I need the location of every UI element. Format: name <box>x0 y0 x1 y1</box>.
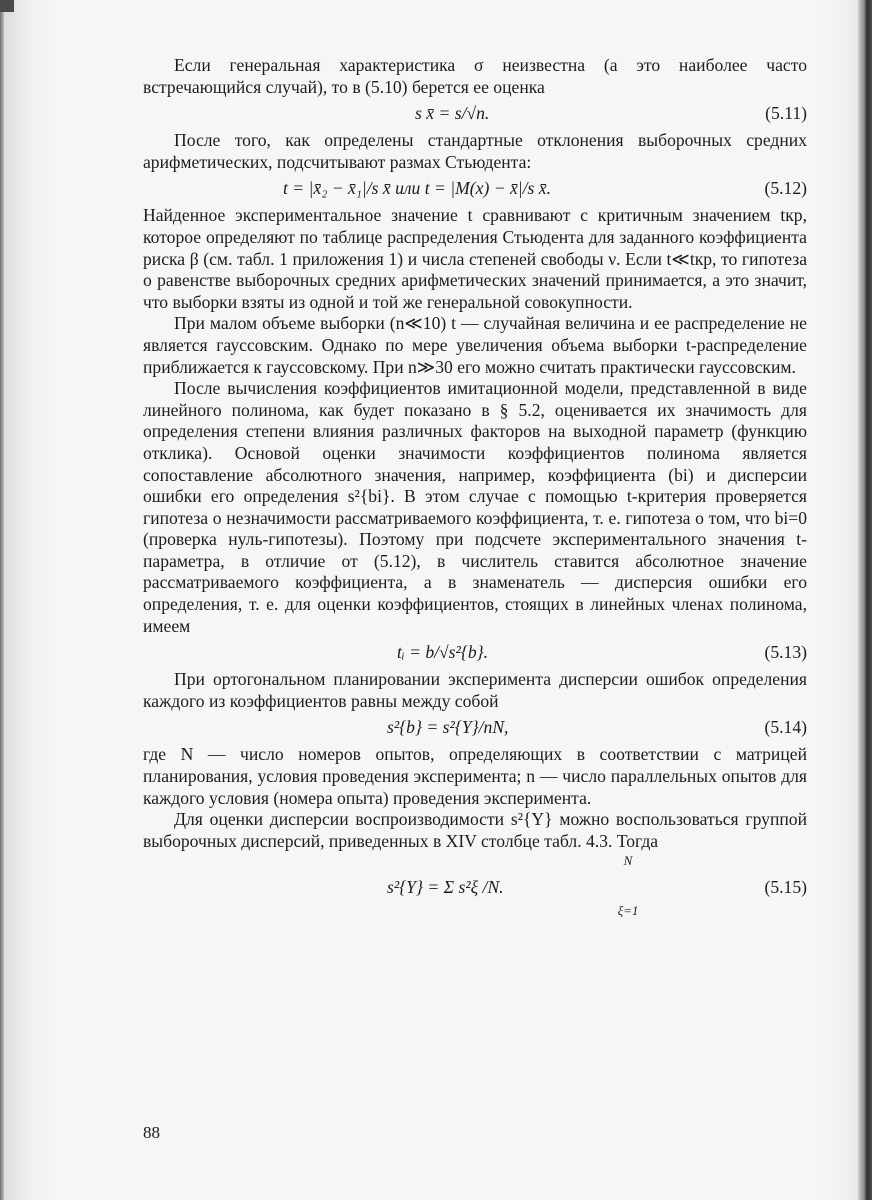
equation-formula: t = |x̄₂ − x̄₁|/s x̄ или t = |M(x) − x̄|/s x̄. <box>283 178 551 199</box>
equation-formula: s x̄ = s/√n. <box>415 103 490 124</box>
equation-formula: tᵢ = b/√s²{b}. <box>397 642 489 663</box>
page-number: 88 <box>143 1123 160 1142</box>
paragraph: Если генеральная характеристика σ неизвестна (а это наиболее часто встречающийся случай), то в (5.10) берется ее оценка <box>143 55 807 97</box>
sum-lower-limit: ξ=1 <box>617 903 639 919</box>
equation-5-15 <box>143 852 807 920</box>
equation-number: (5.14) <box>764 717 807 738</box>
paragraph: Найденное экспериментальное значение t сравнивают с критичным значением tкр, которое определяют по таблице распределения Стьюдента для заданного коэффициента риска β (см. табл. 1 приложения 1) и числа степеней свободы ν. Если t≪tкр, то гипотеза о равенстве выборочных средних арифметических значений принимается, а это значит, что выборки взяты из одной и той же генеральной совокупности. <box>143 205 807 312</box>
right-binding-shadow <box>858 0 872 1200</box>
equation-number: (5.11) <box>765 103 807 124</box>
equation-5-13 <box>143 637 807 669</box>
sum-upper-limit: N <box>623 853 633 869</box>
page-body <box>143 55 807 920</box>
paragraph: При малом объеме выборки (n≪10) t — случайная величина и ее распределение не является гауссовским. Однако по мере увеличения объема выборки t-распределение приближается к гауссовскому. При n≫30 его можно считать практически гауссовским. <box>143 313 807 377</box>
paragraph: При ортогональном планировании эксперимента дисперсии ошибок определения каждого из коэффициентов равны между собой <box>143 669 807 711</box>
equation-number: (5.13) <box>764 642 807 663</box>
paragraph: После того, как определены стандартные отклонения выборочных средних арифметических, подсчитывают размах Стьюдента: <box>143 130 807 172</box>
equation-number: (5.15) <box>764 877 807 898</box>
equation-5-12 <box>143 173 807 205</box>
equation-number: (5.12) <box>764 178 807 199</box>
equation-5-14 <box>143 712 807 744</box>
left-page-edge <box>0 0 4 1200</box>
equation-formula: s²{b} = s²{Y}/nN, <box>387 717 509 738</box>
paragraph: После вычисления коэффициентов имитационной модели, представленной в виде линейного полинома, как будет показано в § 5.2, оценивается их значимость для определения степени влияния различных факторов на выходной параметр (функцию отклика). Основой оценки значимости коэффициентов полинома является сопоставление абсолютного значения, например, коэффициента (bi) и дисперсии ошибки его определения s²{bi}. В этом случае с помощью t-критерия проверяется гипотеза о незначимости рассматриваемого коэффициента, т. е. гипотеза о том, что bi=0 (проверка нуль-гипотезы). Поэтому при подсчете экспериментального значения t-параметра, в отличие от (5.12), в числитель ставится абсолютное значение рассматриваемого коэффициента, а в знаменатель — дисперсия ошибки его определения, т. е. для оценки коэффициентов, стоящих в линейных членах полинома, имеем <box>143 378 807 636</box>
paragraph: где N — число номеров опытов, определяющих в соответствии с матрицей планирования, условия проведения эксперимента; n — число параллельных опытов для каждого условия (номера опыта) проведения эксперимента. <box>143 744 807 808</box>
equation-formula: s²{Y} = Σ s²ξ /N. <box>387 877 504 898</box>
equation-5-11 <box>143 98 807 130</box>
paragraph: Для оценки дисперсии воспроизводимости s²{Y} можно воспользоваться группой выборочных дисперсий, приведенных в XIV столбце табл. 4.3. Тогда <box>143 809 807 851</box>
corner-scan-mark <box>0 0 14 12</box>
